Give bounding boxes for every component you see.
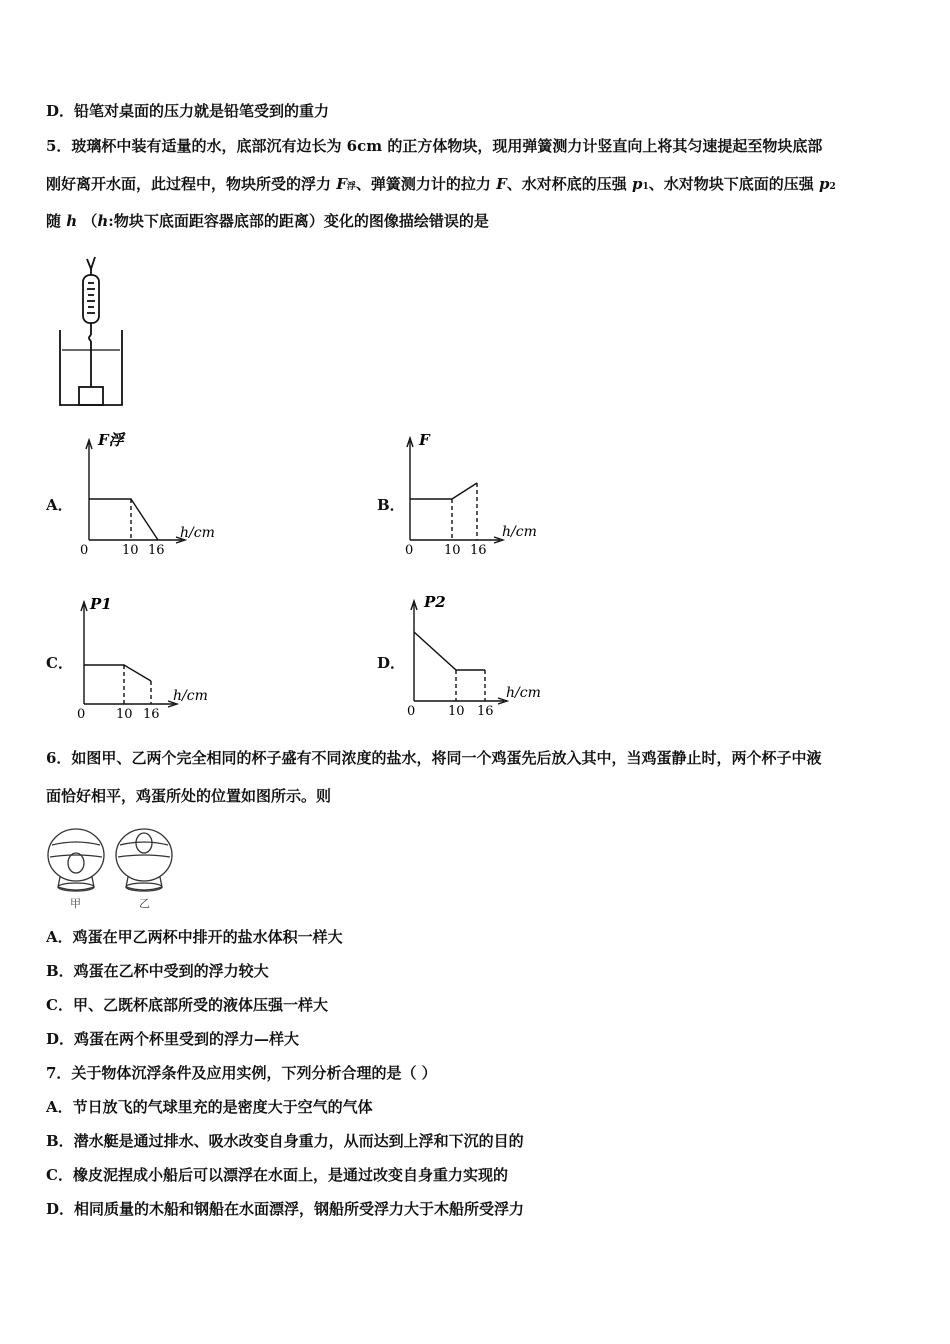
q5-text: 、水对物块下底面的压强 (648, 175, 820, 193)
graph-d-tick-10: 10 (448, 704, 465, 719)
graph-a-xlabel: h/cm (180, 525, 215, 541)
q5-text: （ (77, 212, 98, 230)
graph-a-ylabel: F浮 (98, 431, 124, 449)
graph-b-origin: 0 (405, 543, 414, 558)
q6-option-d: D．鸡蛋在两个杯里受到的浮力—样大 (46, 1030, 300, 1048)
q7-option-b: B．潜水艇是通过排水、吸水改变自身重力，从而达到上浮和下沉的目的 (46, 1132, 524, 1150)
q7-option-a: A．节日放飞的气球里充的是密度大于空气的气体 (46, 1098, 373, 1116)
graph-b-tick-16: 16 (470, 543, 487, 558)
egg-yi (136, 833, 152, 853)
graph-b-label: B． (377, 496, 405, 514)
graph-c-ylabel: P1 (90, 595, 112, 613)
q5-sub-fu: 浮 (346, 182, 356, 192)
q5-var-p: p (632, 175, 643, 193)
q5-sub-1: 1 (642, 182, 649, 192)
q5-var-p2: p (819, 175, 830, 193)
q5-stem-line1: 5．玻璃杯中装有适量的水，底部沉有边长为 6cm 的正方体物块，现用弹簧测力计竖直向上将其匀速提起至物块底部 (46, 137, 823, 155)
q5-var-h: h (66, 212, 78, 230)
q5-stem-line2 (46, 174, 836, 197)
q6-option-b: B．鸡蛋在乙杯中受到的浮力较大 (46, 962, 269, 980)
q7-stem: 7．关于物体沉浮条件及应用实例，下列分析合理的是（ ） (46, 1064, 437, 1082)
graph-d-ylabel: P2 (424, 593, 446, 611)
q5-stem-line3 (46, 211, 489, 231)
q6-stem-line1: 6．如图甲、乙两个完全相同的杯子盛有不同浓度的盐水，将同一个鸡蛋先后放入其中，当鸡蛋静止时，两个杯子中液 (46, 749, 822, 767)
graph-d-label: D． (377, 654, 406, 672)
graph-c-origin: 0 (77, 707, 86, 722)
q7-option-d: D．相同质量的木船和钢船在水面漂浮，钢船所受浮力大于木船所受浮力 (46, 1200, 525, 1218)
graph-a (70, 425, 230, 560)
graph-d-curve (414, 632, 485, 670)
graph-a-label: A． (46, 496, 73, 514)
graph-b-curve (410, 483, 477, 499)
graph-b-tick-10: 10 (444, 543, 461, 558)
graph-d-xlabel: h/cm (506, 685, 541, 701)
graph-b-ylabel: F (419, 431, 430, 449)
graph-b (400, 425, 560, 560)
q5-text: 刚好离开水面，此过程中，物块所受的浮力 (46, 175, 337, 193)
cup-jia-label: 甲 (70, 897, 81, 910)
graph-c-xlabel: h/cm (173, 688, 208, 704)
graph-a-curve (89, 499, 158, 540)
q7-option-c: C．橡皮泥捏成小船后可以漂浮在水面上，是通过改变自身重力实现的 (46, 1166, 508, 1184)
graph-b-xlabel: h/cm (502, 524, 537, 540)
graph-a-origin: 0 (80, 543, 89, 558)
q4-option-d: D．铅笔对桌面的压力就是铅笔受到的重力 (46, 102, 330, 120)
graph-c-curve (84, 665, 151, 681)
graph-a-tick-16: 16 (148, 543, 165, 558)
q5-var-f: F (336, 175, 347, 193)
graph-c (70, 593, 230, 723)
graph-c-tick-10: 10 (116, 707, 133, 722)
graph-d (400, 590, 560, 723)
spring-scale-apparatus-figure (50, 255, 130, 410)
q5-sub-2: 2 (829, 182, 836, 192)
q5-text: 随 (46, 212, 67, 230)
cup-yi-label: 乙 (139, 897, 150, 910)
q5-text: 、弹簧测力计的拉力 (355, 175, 497, 193)
q6-stem-line2: 面恰好相平，鸡蛋所处的位置如图所示。则 (46, 787, 332, 805)
graph-c-tick-16: 16 (143, 707, 160, 722)
q5-var-h2: h (97, 212, 109, 230)
q6-option-a: A．鸡蛋在甲乙两杯中排开的盐水体积一样大 (46, 928, 343, 946)
graph-d-tick-16: 16 (477, 704, 494, 719)
q5-text: :物块下底面距容器底部的距离）变化的图像描绘错误的是 (108, 212, 489, 230)
q6-option-c: C．甲、乙既杯底部所受的液体压强一样大 (46, 996, 328, 1014)
cup-jia (48, 829, 104, 891)
q5-text: 、水对杯底的压强 (506, 175, 633, 193)
egg-jia (68, 853, 84, 873)
egg-cups-figure (44, 825, 174, 910)
graph-c-label: C． (46, 654, 73, 672)
graph-d-origin: 0 (407, 704, 416, 719)
graph-a-tick-10: 10 (122, 543, 139, 558)
cup-yi (116, 829, 172, 891)
q5-var-f2: F (496, 175, 507, 193)
